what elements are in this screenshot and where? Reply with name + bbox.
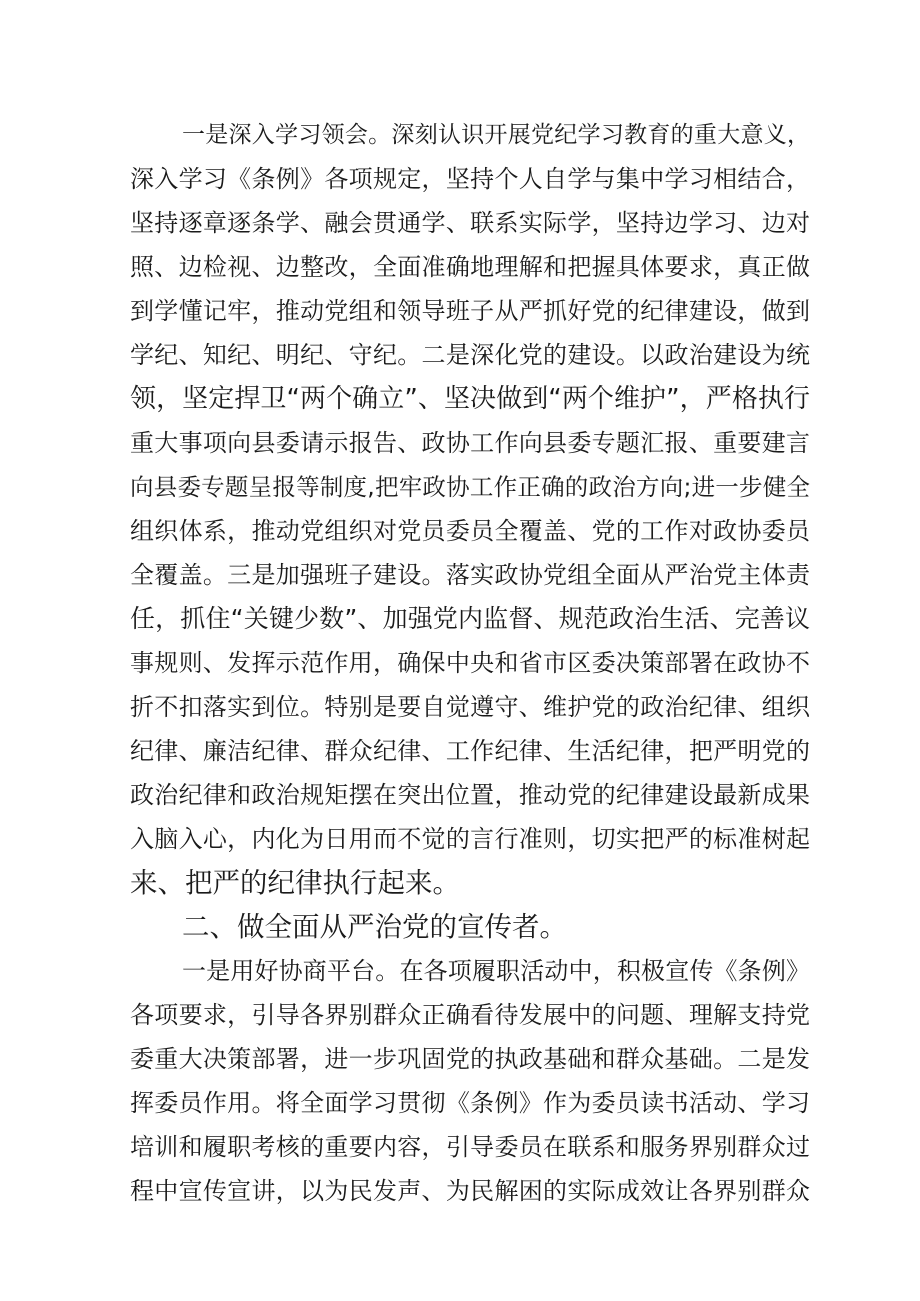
paragraph-1-line-7: 领，坚定捍卫“两个确立”、坚决做到“两个维护”，严格执行 [130, 384, 810, 414]
paragraph-1-line-11: 全覆盖。三是加强班子建设。落实政协党组全面从严治党主体责 [130, 561, 810, 589]
paragraph-1-line-13: 事规则、发挥示范作用，确保中央和省市区委决策部署在政协不 [130, 649, 810, 677]
paragraph-2-line-1: 一是用好协商平台。在各项履职活动中，积极宣传《条例》 [182, 957, 810, 985]
paragraph-2-line-5: 培训和履职考核的重要内容，引导委员在联系和服务界别群众过 [130, 1133, 810, 1161]
paragraph-1-line-1: 一是深入学习领会。深刻认识开展党纪学习教育的重大意义， [182, 122, 810, 148]
paragraph-1-line-17: 入脑入心，内化为日用而不觉的言行准则，切实把严的标准树起 [130, 825, 810, 853]
paragraph-1-line-12: 任，抓住“关键少数”、加强党内监督、规范政治生活、完善议 [130, 604, 810, 633]
paragraph-2-line-3: 委重大决策部署，进一步巩固党的执政基础和群众基础。二是发 [130, 1045, 810, 1073]
paragraph-1-line-18: 来、把严的纪律执行起来。 [130, 867, 460, 899]
paragraph-1-line-10: 组织体系，推动党组织对党员委员全覆盖、党的工作对政协委员 [130, 517, 810, 545]
paragraph-1-line-8: 重大事项向县委请示报告、政协工作向县委专题汇报、重要建言 [130, 429, 810, 457]
paragraph-1-line-4: 照、边检视、边整改，全面准确地理解和把握具体要求，真正做 [130, 253, 810, 281]
paragraph-2-line-6: 程中宣传宣讲，以为民发声、为民解困的实际成效让各界别群众 [130, 1177, 810, 1205]
paragraph-1-line-16: 政治纪律和政治规矩摆在突出位置，推动党的纪律建设最新成果 [130, 781, 810, 809]
paragraph-1-line-3: 坚持逐章逐条学、融会贯通学、联系实际学，坚持边学习、边对 [130, 209, 810, 237]
section-heading: 二、做全面从严治党的宣传者。 [182, 911, 567, 943]
paragraph-2-line-4: 挥委员作用。将全面学习贯彻《条例》作为委员读书活动、学习 [130, 1089, 810, 1117]
paragraph-2-line-2: 各项要求，引导各界别群众正确看待发展中的问题、理解支持党 [130, 1001, 810, 1029]
paragraph-1-line-9: 向县委专题呈报等制度,把牢政协工作正确的政治方向;进一步健全 [130, 473, 810, 501]
paragraph-1-line-5: 到学懂记牢，推动党组和领导班子从严抓好党的纪律建设，做到 [130, 297, 810, 325]
paragraph-1-line-14: 折不扣落实到位。特别是要自觉遵守、维护党的政治纪律、组织 [130, 693, 810, 721]
paragraph-1-line-6: 学纪、知纪、明纪、守纪。二是深化党的建设。以政治建设为统 [130, 341, 810, 369]
paragraph-1-line-15: 纪律、廉洁纪律、群众纪律、工作纪律、生活纪律，把严明党的 [130, 737, 810, 765]
paragraph-1-line-2: 深入学习《条例》各项规定，坚持个人自学与集中学习相结合， [130, 165, 810, 193]
